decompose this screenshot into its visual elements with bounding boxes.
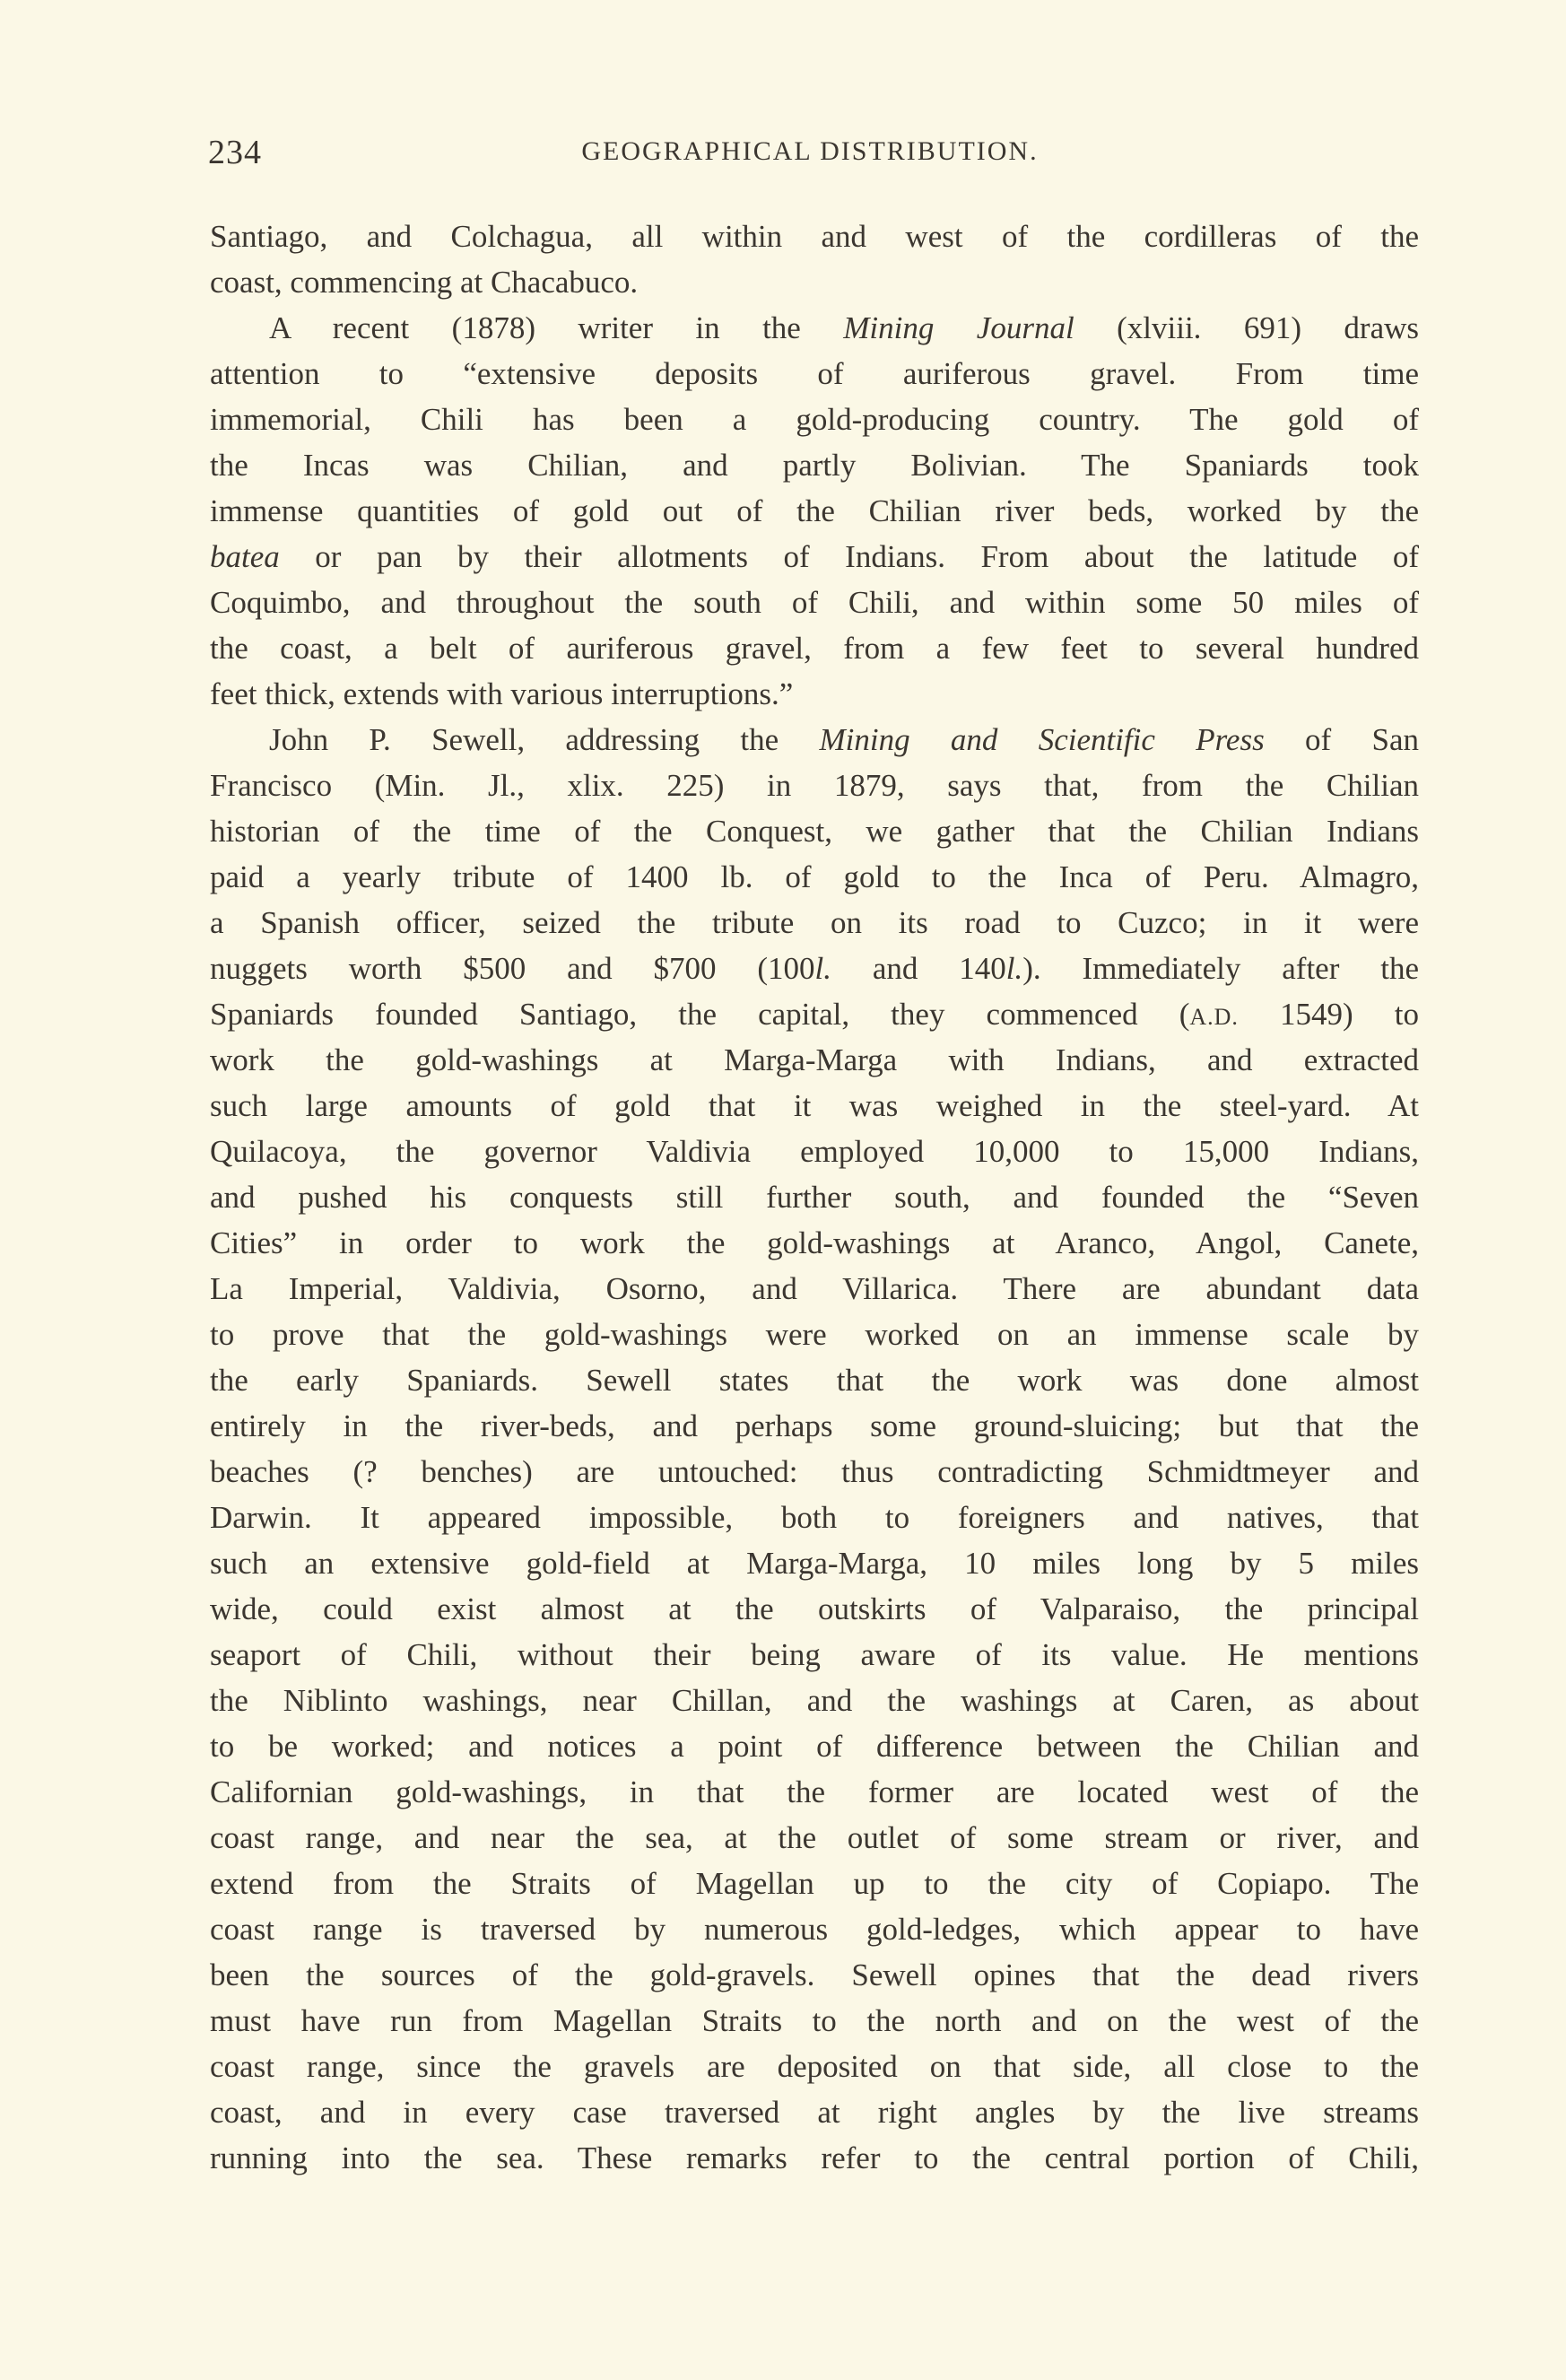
text-segment: coast range, since the gravels are deposited on that side, all close to the	[210, 2049, 1419, 2084]
text-segment: Santiago, and Colchagua, all within and west of the cordilleras of the	[210, 219, 1419, 254]
text-segment: been the sources of the gold-gravels. Sewell opines that the dead rivers	[210, 1957, 1419, 1992]
text-segment: a Spanish officer, seized the tribute on its road to Cuzco; in it were	[210, 905, 1419, 940]
text-segment: coast range, and near the sea, at the outlet of some stream or river, and	[210, 1820, 1419, 1855]
italic-text: Mining Journal	[843, 310, 1074, 345]
text-segment: paid a yearly tribute of 1400 lb. of gold to the Inca of Peru. Almagro,	[210, 859, 1419, 894]
text-segment: 1549) to	[1238, 997, 1419, 1032]
text-line	[210, 1174, 1419, 1220]
text-line	[210, 1083, 1419, 1129]
text-line	[210, 1449, 1419, 1495]
text-segment: coast, commencing at Chacabuco.	[210, 265, 639, 300]
text-segment: historian of the time of the Conquest, we gather that the Chilian Indians	[210, 814, 1419, 849]
text-segment: running into the sea. These remarks refer to the central portion of Chili,	[210, 2140, 1419, 2175]
text-line	[210, 1220, 1419, 1266]
text-line	[210, 397, 1419, 442]
text-line	[210, 991, 1419, 1037]
text-segment: La Imperial, Valdivia, Osorno, and Villarica. There are abundant data	[210, 1271, 1419, 1306]
running-head: GEOGRAPHICAL DISTRIBUTION.	[581, 136, 1039, 166]
text-segment: immemorial, Chili has been a gold-producing country. The gold of	[210, 402, 1419, 437]
text-line	[210, 1540, 1419, 1586]
text-segment: A.D.	[1189, 1004, 1239, 1030]
text-segment: Californian gold-washings, in that the former are located west of the	[210, 1774, 1419, 1809]
text-segment: Quilacoya, the governor Valdivia employed 10,000 to 15,000 Indians,	[210, 1134, 1419, 1169]
text-line	[210, 1312, 1419, 1357]
text-segment: A recent (1878) writer in the	[269, 310, 844, 345]
text-segment: nuggets worth $500 and $700 (100	[210, 951, 815, 986]
text-line	[210, 1952, 1419, 1998]
text-segment: feet thick, extends with various interruptions.”	[210, 676, 794, 711]
text-line	[210, 1998, 1419, 2044]
text-line	[210, 1815, 1419, 1861]
text-line	[210, 854, 1419, 900]
italic-text: batea	[210, 539, 280, 574]
text-line	[210, 763, 1419, 808]
text-line	[210, 671, 1419, 717]
text-line	[210, 1861, 1419, 1906]
text-line	[210, 1769, 1419, 1815]
text-line	[210, 534, 1419, 580]
text-segment: must have run from Magellan Straits to the north and on the west of the	[210, 2003, 1419, 2038]
text-segment: attention to “extensive deposits of auriferous gravel. From time	[210, 356, 1419, 391]
text-segment: Spaniards founded Santiago, the capital, they commenced (	[210, 997, 1190, 1032]
italic-text: l.	[1005, 951, 1023, 986]
text-segment: to prove that the gold-washings were worked on an immense scale by	[210, 1317, 1419, 1352]
text-line	[210, 2089, 1419, 2135]
text-line	[210, 1129, 1419, 1174]
text-segment: such an extensive gold-field at Marga-Marga, 10 miles long by 5 miles	[210, 1546, 1419, 1581]
text-segment: Francisco (Min. Jl., xlix. 225) in 1879, says that, from the Chilian	[210, 768, 1419, 803]
text-segment: seaport of Chili, without their being aware of its value. He mentions	[210, 1637, 1419, 1672]
text-segment: and 140	[831, 951, 1006, 986]
text-segment: the coast, a belt of auriferous gravel, from a few feet to several hundred	[210, 631, 1419, 666]
text-segment: the early Spaniards. Sewell states that the work was done almost	[210, 1363, 1419, 1398]
text-line	[210, 1723, 1419, 1769]
text-segment: or pan by their allotments of Indians. From about the latitude of	[279, 539, 1419, 574]
text-segment: the Incas was Chilian, and partly Bolivian. The Spaniards took	[210, 448, 1419, 483]
text-segment: coast, and in every case traversed at right angles by the live streams	[210, 2095, 1419, 2130]
text-line	[210, 625, 1419, 671]
text-segment: wide, could exist almost at the outskirts of Valparaiso, the principal	[210, 1591, 1419, 1626]
text-line	[210, 1495, 1419, 1540]
text-line	[210, 488, 1419, 534]
text-segment: work the gold-washings at Marga-Marga with Indians, and extracted	[210, 1042, 1419, 1077]
text-line	[210, 1586, 1419, 1632]
text-line	[210, 808, 1419, 854]
text-segment: (xlviii. 691) draws	[1074, 310, 1420, 345]
text-line	[210, 2135, 1419, 2181]
italic-text: l.	[814, 951, 832, 986]
text-line	[210, 1906, 1419, 1952]
text-line	[210, 580, 1419, 625]
text-line	[210, 214, 1419, 259]
text-segment: beaches (? benches) are untouched: thus contradicting Schmidtmeyer and	[210, 1454, 1419, 1489]
text-segment: John P. Sewell, addressing the	[269, 722, 820, 757]
page-number: 234	[208, 134, 262, 171]
text-line	[210, 1357, 1419, 1403]
text-line	[210, 1266, 1419, 1312]
text-segment: extend from the Straits of Magellan up to the city of Copiapo. The	[210, 1866, 1419, 1901]
text-line	[210, 900, 1419, 946]
text-segment: to be worked; and notices a point of difference between the Chilian and	[210, 1729, 1419, 1764]
text-line	[210, 442, 1419, 488]
text-line	[210, 1678, 1419, 1723]
text-segment: and pushed his conquests still further south, and founded the “Seven	[210, 1180, 1419, 1215]
text-line	[210, 2044, 1419, 2089]
text-line	[210, 946, 1419, 991]
text-line	[210, 1632, 1419, 1678]
text-segment: ). Immediately after the	[1022, 951, 1419, 986]
text-line	[210, 351, 1419, 397]
text-segment: Coquimbo, and throughout the south of Chili, and within some 50 miles of	[210, 585, 1419, 620]
text-line	[210, 1403, 1419, 1449]
text-segment: immense quantities of gold out of the Chilian river beds, worked by the	[210, 493, 1419, 528]
text-line	[210, 259, 1419, 305]
text-segment: entirely in the river-beds, and perhaps some ground-sluicing; but that the	[210, 1408, 1419, 1443]
text-line	[210, 1037, 1419, 1083]
body-text	[210, 214, 1419, 2181]
italic-text: Mining and Scientific Press	[819, 722, 1265, 757]
text-line	[210, 305, 1419, 351]
text-segment: the Niblinto washings, near Chillan, and the washings at Caren, as about	[210, 1683, 1419, 1718]
text-segment: coast range is traversed by numerous gold-ledges, which appear to have	[210, 1912, 1419, 1947]
text-line	[210, 717, 1419, 763]
text-segment: of San	[1264, 722, 1419, 757]
text-segment: Cities” in order to work the gold-washings at Aranco, Angol, Canete,	[210, 1225, 1419, 1260]
text-segment: Darwin. It appeared impossible, both to foreigners and natives, that	[210, 1500, 1419, 1535]
text-segment: such large amounts of gold that it was weighed in the steel-yard. At	[210, 1088, 1419, 1123]
